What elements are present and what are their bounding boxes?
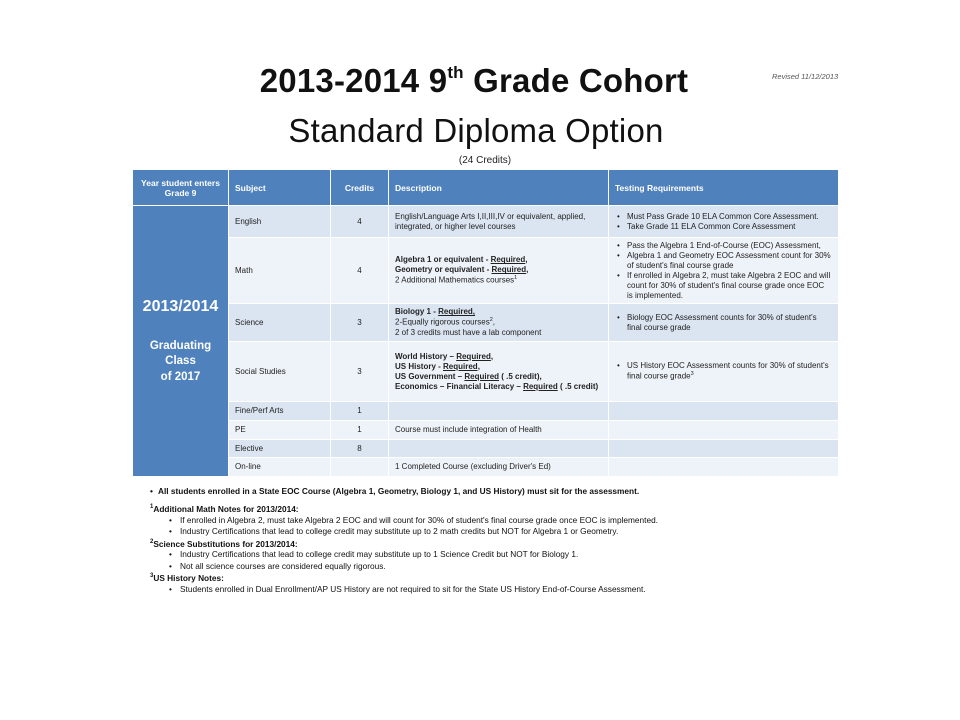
description-cell: Course must include integration of Health (389, 421, 609, 440)
subject-cell: English (229, 206, 331, 238)
subject-cell: Elective (229, 440, 331, 458)
subject-cell: PE (229, 421, 331, 440)
table-row (133, 342, 839, 402)
table-row (133, 206, 839, 238)
table-row (133, 238, 839, 304)
testing-cell (609, 206, 839, 238)
note-heading: $^3$US History Notes: (150, 572, 224, 583)
column-header: Subject (229, 170, 331, 206)
credits-cell: 4 (331, 238, 389, 304)
table-row (133, 421, 839, 440)
note-item: • Industry Certifications that lead to college credit may substitute up to 1 Science Credit but NOT for Biology 1. (150, 549, 850, 560)
test-item: • Must Pass Grade 10 ELA Common Core Assessment. (615, 212, 832, 222)
title-rest: Grade Cohort (473, 62, 689, 99)
table-row (133, 440, 839, 458)
graduating-class: Graduating Class of 2017 (149, 339, 212, 383)
description-cell: 1 Completed Course (excluding Driver's Ed) (389, 458, 609, 477)
column-header: Year student enters Grade 9 (133, 170, 229, 206)
year-cell (133, 206, 229, 477)
note-item: • Students enrolled in Dual Enrollment/AP US History are not required to sit for the State US History End-of-Course Assessment. (150, 584, 850, 595)
subject-cell: Science (229, 304, 331, 342)
description-cell (389, 402, 609, 421)
description-cell: Algebra 1 or equivalent - Required, Geometry or equivalent - Required, 2 Additional Mathematics courses$^1$ (389, 238, 609, 304)
eoc-note: • All students enrolled in a State EOC Course (Algebra 1, Geometry, Biology 1, and US History) must sit for the assessment. (150, 486, 850, 497)
test-item: • Biology EOC Assessment counts for 30% of student's final course grade (615, 313, 832, 333)
note-heading: $^2$Science Substitutions for 2013/2014: (150, 538, 298, 549)
page-subtitle-heading (0, 112, 956, 150)
credits-cell: 1 (331, 421, 389, 440)
testing-cell (609, 304, 839, 342)
revised-date: Revised 11/12/2013 (772, 72, 839, 81)
test-item: • Pass the Algebra 1 End-of-Course (EOC) Assessment, (615, 241, 832, 251)
note-item: • If enrolled in Algebra 2, must take Algebra 2 EOC and will count for 30% of student's final course grade once EOC is implemented. (150, 515, 850, 526)
credits-cell: 4 (331, 206, 389, 238)
testing-cell (609, 421, 839, 440)
description-cell: World History – Required, US History - Required, US Government – Required ( .5 credit), Economics – Financial Literacy – Required ( .5 credit) (389, 342, 609, 402)
testing-cell (609, 440, 839, 458)
column-header: Testing Requirements (609, 170, 839, 206)
title-grade-suffix: th (447, 63, 464, 82)
column-header: Credits (331, 170, 389, 206)
column-header: Description (389, 170, 609, 206)
description-cell: Biology 1 - Required, 2-Equally rigorous courses$^2$, 2 of 3 credits must have a lab component (389, 304, 609, 342)
testing-cell (609, 458, 839, 477)
test-item: • US History EOC Assessment counts for 30% of student's final course grade$^3$ (615, 361, 832, 382)
diploma-requirements-table (132, 169, 839, 477)
description-cell (389, 440, 609, 458)
table-row (133, 458, 839, 477)
test-item: • Algebra 1 and Geometry EOC Assessment count for 30% of student's final course grade (615, 251, 832, 271)
test-item: • Take Grade 11 ELA Common Core Assessment (615, 222, 832, 232)
cohort-year: 2013/2014 (142, 297, 219, 315)
description-cell: English/Language Arts I,II,III,IV or equivalent, applied, integrated, or higher level courses (389, 206, 609, 238)
note-item: • Not all science courses are considered equally rigorous. (150, 561, 850, 572)
table-row (133, 402, 839, 421)
subject-cell: On-line (229, 458, 331, 477)
footnotes (150, 486, 850, 595)
credits-cell (331, 458, 389, 477)
subject-cell: Math (229, 238, 331, 304)
credits-cell: 8 (331, 440, 389, 458)
testing-cell (609, 238, 839, 304)
table-row (133, 304, 839, 342)
title-line-2: Standard Diploma Option (288, 112, 664, 149)
note-item: • Industry Certifications that lead to college credit may substitute up to 2 math credits but NOT for Algebra 1 or Geometry. (150, 526, 850, 537)
title-grade-number: 9 (428, 62, 448, 99)
credits-cell: 1 (331, 402, 389, 421)
testing-cell (609, 402, 839, 421)
credits-cell: 3 (331, 342, 389, 402)
note-heading: $^1$Additional Math Notes for 2013/2014: (150, 503, 299, 514)
subject-cell: Fine/Perf Arts (229, 402, 331, 421)
page-title (0, 62, 954, 100)
testing-cell (609, 342, 839, 402)
test-item: • If enrolled in Algebra 2, must take Algebra 2 EOC and will count for 30% of student's final course grade once EOC is implemented. (615, 271, 832, 301)
credits-cell: 3 (331, 304, 389, 342)
table-header-row (133, 170, 839, 206)
title-year: 2013-2014 (259, 62, 420, 99)
subject-cell: Social Studies (229, 342, 331, 402)
credits-subtitle: (24 Credits) (458, 155, 512, 166)
